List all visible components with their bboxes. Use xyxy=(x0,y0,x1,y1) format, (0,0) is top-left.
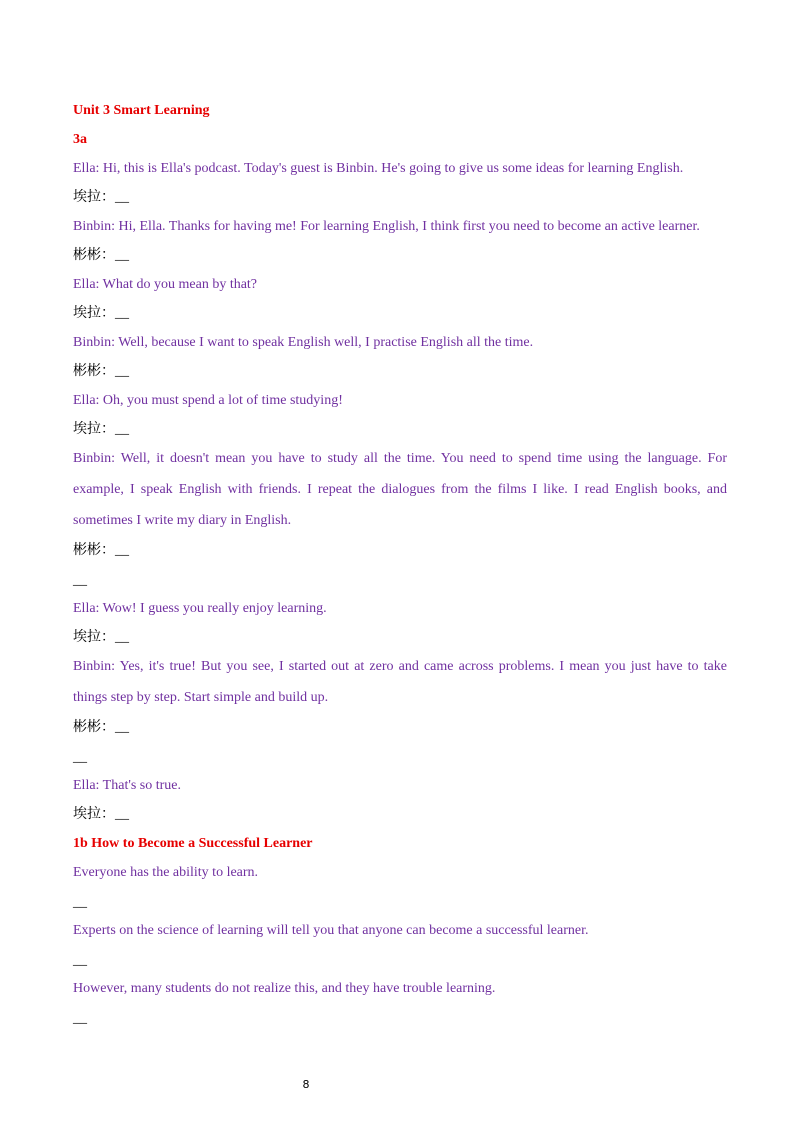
dialogue-line-6-en-1: Binbin: Well, it doesn't mean you have to study all the time. You need to spend time using the language. For xyxy=(73,451,727,466)
dialogue-line-6-blank: __ xyxy=(73,573,87,588)
dialogue-line-9-cn: 埃拉：__ xyxy=(73,807,129,822)
section-3a-heading: 3a xyxy=(73,132,87,147)
dialogue-line-7-en: Ella: Wow! I guess you really enjoy learning. xyxy=(73,601,327,616)
dialogue-line-9-en: Ella: That's so true. xyxy=(73,778,182,793)
passage-line-2: Experts on the science of learning will tell you that anyone can become a successful learner. xyxy=(73,923,589,938)
dialogue-line-8-blank: __ xyxy=(73,750,87,765)
passage-line-1: Everyone has the ability to learn. xyxy=(73,865,259,880)
dialogue-line-8-cn: 彬彬：__ xyxy=(73,720,129,735)
passage-line-1-blank: __ xyxy=(73,895,87,910)
dialogue-line-4-en: Binbin: Well, because I want to speak English well, I practise English all the time. xyxy=(73,335,534,350)
passage-line-3: However, many students do not realize this, and they have trouble learning. xyxy=(73,981,496,996)
dialogue-line-2-en: Binbin: Hi, Ella. Thanks for having me! For learning English, I think first you need to become an active learner. xyxy=(73,219,700,234)
dialogue-line-6-en-3: sometimes I write my diary in English. xyxy=(73,513,292,528)
dialogue-line-8-en-2: things step by step. Start simple and build up. xyxy=(73,690,329,705)
dialogue-line-4-cn: 彬彬：__ xyxy=(73,364,129,379)
passage-line-2-blank: __ xyxy=(73,953,87,968)
page-number: 8 xyxy=(302,1078,310,1091)
dialogue-line-8-en-1: Binbin: Yes, it's true! But you see, I started out at zero and came across problems. I mean you just have to take xyxy=(73,659,727,674)
passage-line-3-blank: __ xyxy=(73,1011,87,1026)
dialogue-line-5-cn: 埃拉：__ xyxy=(73,422,129,437)
unit-heading: Unit 3 Smart Learning xyxy=(73,103,210,118)
dialogue-line-7-cn: 埃拉：__ xyxy=(73,630,129,645)
dialogue-line-1-cn: 埃拉：__ xyxy=(73,190,129,205)
dialogue-line-6-en-2: example, I speak English with friends. I repeat the dialogues from the films I like. I read English books, and xyxy=(73,482,727,497)
dialogue-line-1-en: Ella: Hi, this is Ella's podcast. Today's guest is Binbin. He's going to give us some ideas for learning English. xyxy=(73,161,684,176)
dialogue-line-3-cn: 埃拉：__ xyxy=(73,306,129,321)
dialogue-line-6-cn: 彬彬：__ xyxy=(73,543,129,558)
dialogue-line-5-en: Ella: Oh, you must spend a lot of time studying! xyxy=(73,393,343,408)
dialogue-line-2-cn: 彬彬：__ xyxy=(73,248,129,263)
section-1b-heading: 1b How to Become a Successful Learner xyxy=(73,836,313,851)
dialogue-line-3-en: Ella: What do you mean by that? xyxy=(73,277,258,292)
